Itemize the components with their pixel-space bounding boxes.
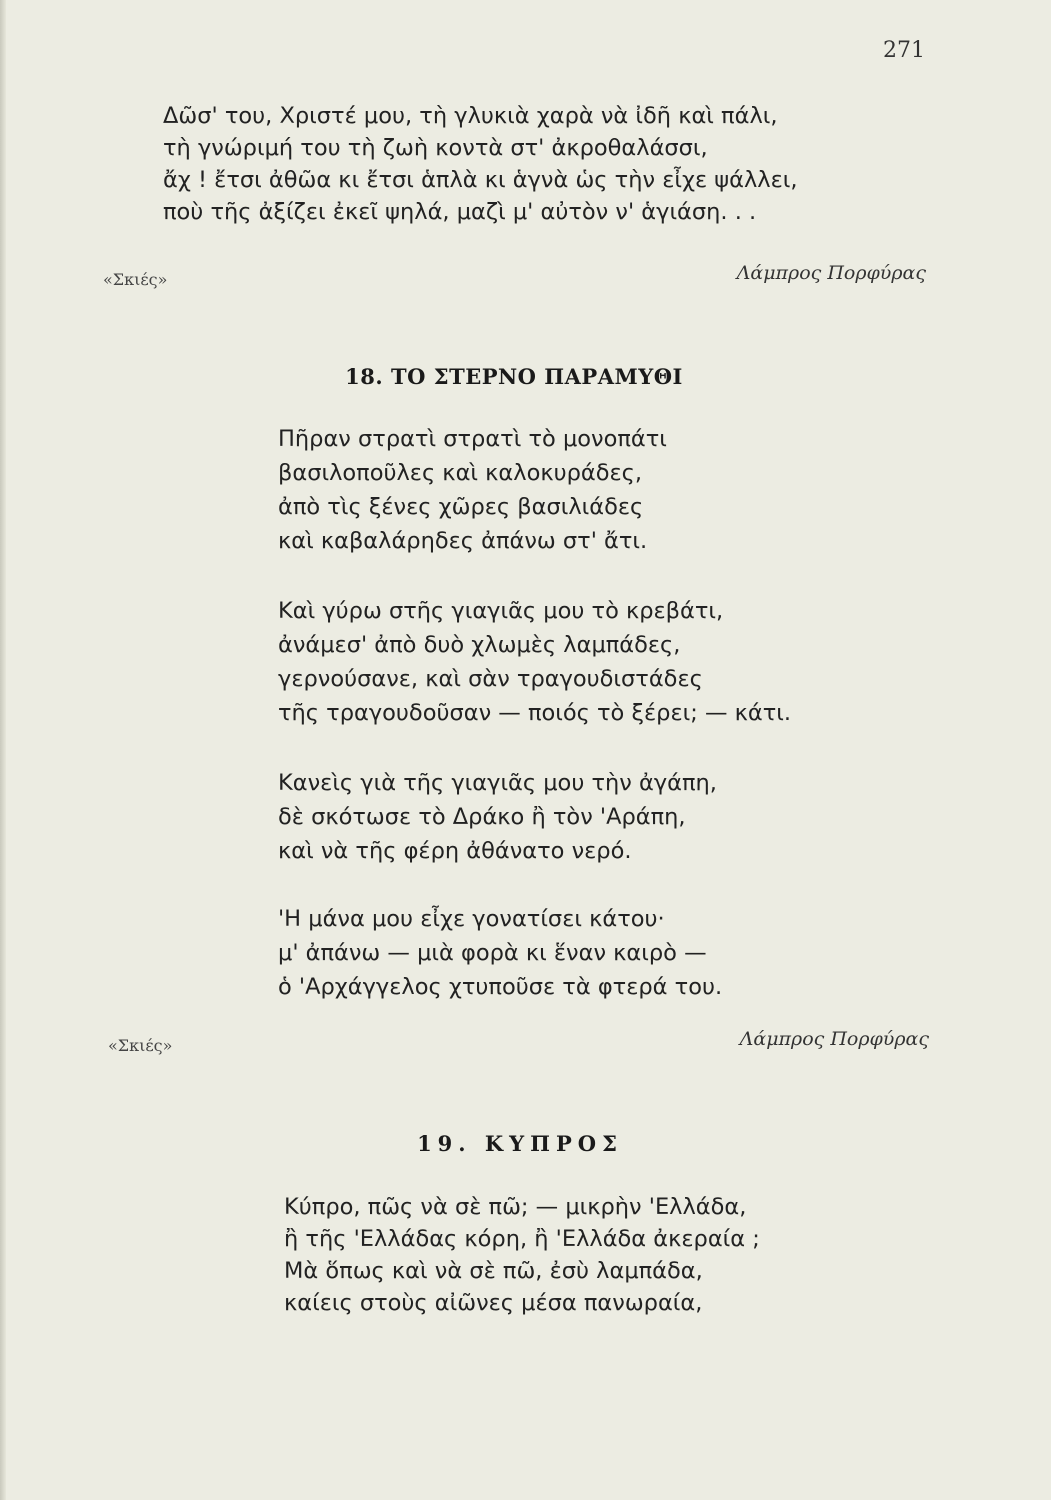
verse-line: Καὶ γύρω στῆς γιαγιᾶς μου τὸ κρεβάτι,: [278, 598, 724, 624]
page-number: 271: [883, 38, 925, 63]
verse-line: ἀπὸ τὶς ξένες χῶρες βασιλιάδες: [278, 494, 644, 520]
verse-line: Μὰ ὅπως καὶ νὰ σὲ πῶ, ἐσὺ λαμπάδα,: [284, 1258, 703, 1284]
source-label: «Σκιές»: [103, 270, 168, 289]
verse-line: βασιλοποῦλες καὶ καλοκυράδες,: [278, 460, 643, 486]
verse-line: ἢ τῆς 'Ελλάδας κόρη, ἢ 'Ελλάδα ἀκεραία ;: [284, 1226, 760, 1252]
verse-line: ποὺ τῆς ἀξίζει ἐκεῖ ψηλά, μαζὶ μ' αὐτὸν ν' ἁγιάση. . .: [163, 199, 757, 225]
verse-line: Δῶσ' του, Χριστέ μου, τὴ γλυκιὰ χαρὰ νὰ ἰδῆ καὶ πάλι,: [163, 103, 778, 129]
verse-line: καίεις στοὺς αἰῶνες μέσα πανωραία,: [284, 1290, 703, 1316]
author-name: Λάμπρος Πορφύρας: [736, 262, 926, 284]
verse-line: ἄχ ! ἔτσι ἀθῶα κι ἔτσι ἁπλὰ κι ἁγνὰ ὡς τὴν εἶχε ψάλλει,: [163, 167, 798, 193]
verse-line: ὁ 'Αρχάγγελος χτυποῦσε τὰ φτερά του.: [278, 974, 723, 1000]
verse-line: καὶ καβαλάρηδες ἀπάνω στ' ἄτι.: [278, 528, 648, 554]
stanza: [284, 1192, 760, 1318]
verse-line: γερνούσανε, καὶ σὰν τραγουδιστάδες: [278, 666, 703, 692]
verse-line: τὴ γνώριμή του τὴ ζωὴ κοντὰ στ' ἀκροθαλάσσι,: [163, 135, 708, 161]
verse-line: μ' ἀπάνω — μιὰ φορὰ κι ἕναν καιρὸ —: [278, 940, 707, 966]
verse-line: δὲ σκότωσε τὸ Δράκο ἢ τὸν 'Αράπη,: [278, 804, 686, 830]
page-edge: [0, 0, 6, 1500]
verse-line: Κανεὶς γιὰ τῆς γιαγιᾶς μου τὴν ἀγάπη,: [278, 770, 717, 796]
verse-line: 'Η μάνα μου εἶχε γονατίσει κάτου·: [278, 906, 665, 932]
verse-line: καὶ νὰ τῆς φέρη ἀθάνατο νερό.: [278, 838, 632, 864]
verse-line: ἀνάμεσ' ἀπὸ δυὸ χλωμὲς λαμπάδες,: [278, 632, 681, 658]
poem-title: 19. ΚΥΠΡΟΣ: [417, 1131, 623, 1156]
poem-title: 18. ΤΟ ΣΤΕΡΝΟ ΠΑΡΑΜΥΘΙ: [345, 364, 683, 389]
stanza: [278, 596, 791, 728]
stanza: [278, 424, 667, 556]
verse-line: Κύπρο, πῶς νὰ σὲ πῶ; — μικρὴν 'Ελλάδα,: [284, 1194, 747, 1220]
stanza: [278, 904, 722, 1002]
verse-line: τῆς τραγουδοῦσαν — ποιός τὸ ξέρει; — κάτι.: [278, 700, 792, 726]
source-label: «Σκιές»: [108, 1036, 173, 1055]
stanza: [278, 768, 717, 866]
verse-line: Πῆραν στρατὶ στρατὶ τὸ μονοπάτι: [278, 426, 667, 452]
previous-poem-ending: [163, 101, 798, 227]
author-name: Λάμπρος Πορφύρας: [739, 1028, 929, 1050]
